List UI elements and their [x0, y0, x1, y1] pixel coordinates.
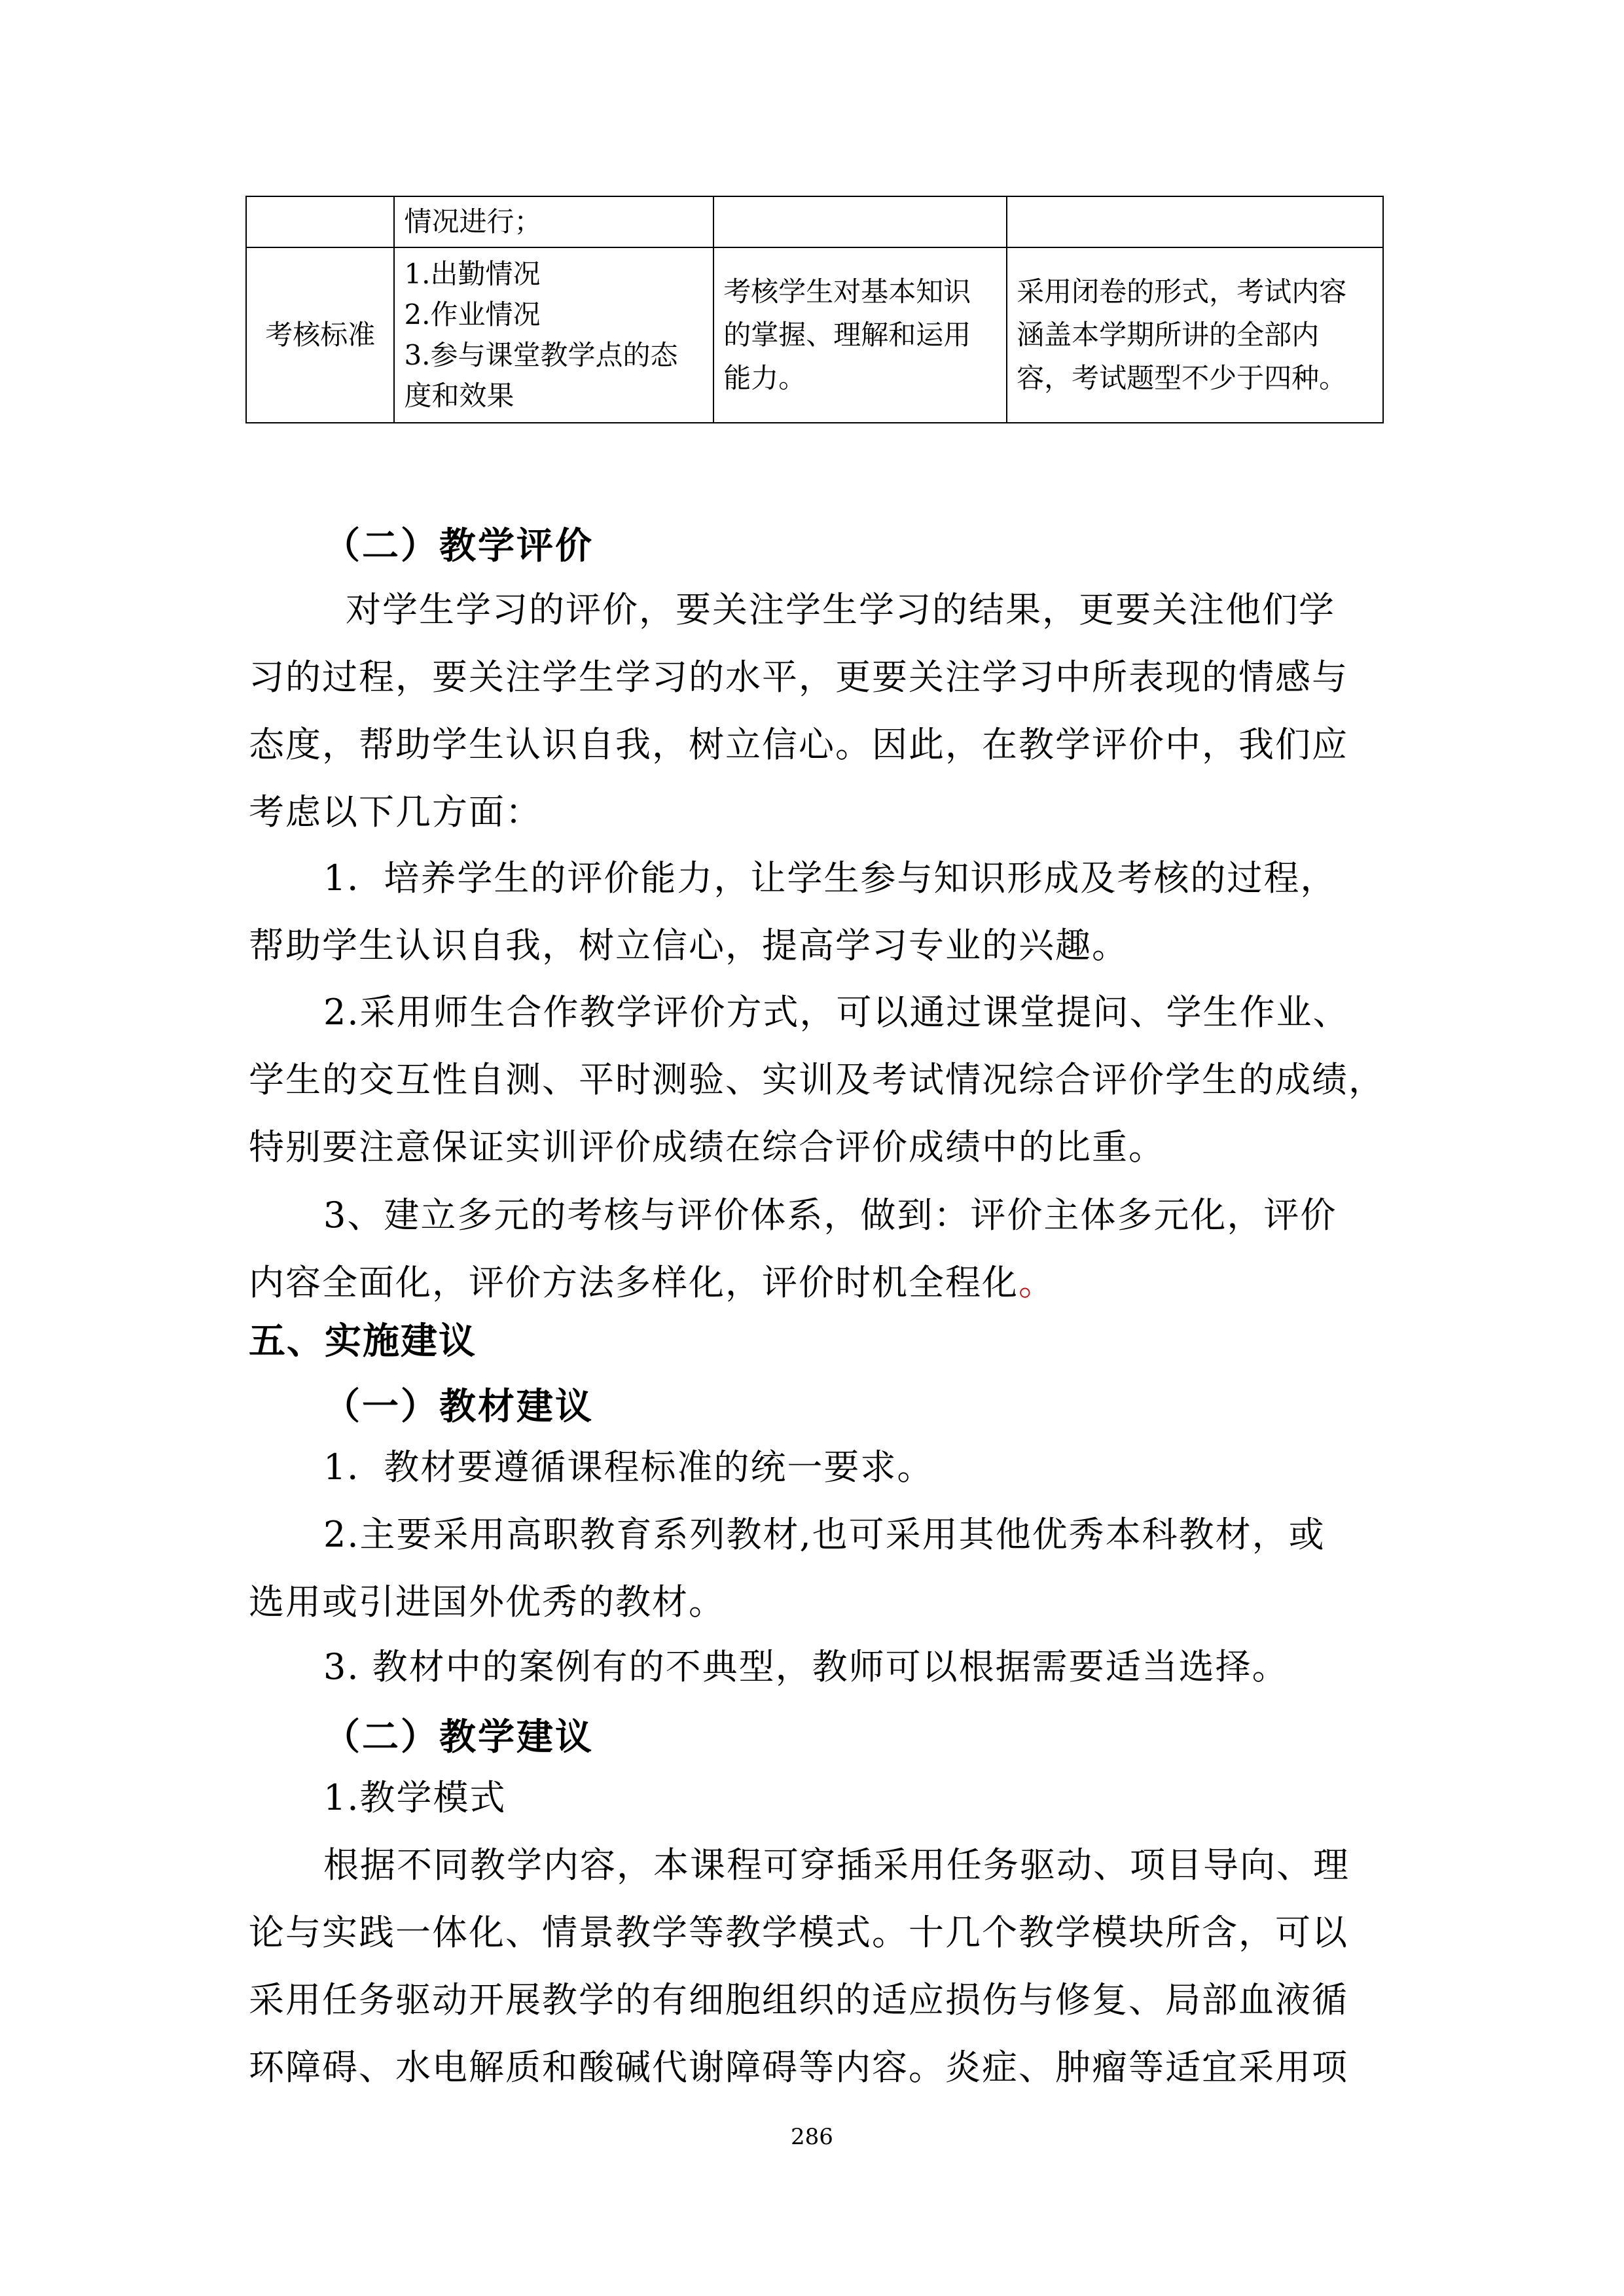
page-number: 286: [791, 2124, 833, 2150]
paragraph-textbook-item-1: [249, 1433, 1388, 1501]
table-cell-assessment-standard: 考核标准: [246, 247, 394, 423]
cell-line: 采用闭卷的形式，考试内容: [1017, 276, 1347, 308]
text-line: 考虑以下几方面：: [249, 791, 542, 833]
section-heading-textbook-advice: （一）教材建议: [323, 1386, 594, 1428]
text-line: 2.采用师生合作教学评价方式，可以通过课堂提问、学生作业、: [323, 992, 1350, 1033]
text-line: 论与实践一体化、情景教学等教学模式。十几个教学模块所含，可以: [249, 1912, 1348, 1953]
cell-line: 3.参与课堂教学点的态: [404, 339, 678, 371]
cell-line: 的掌握、理解和运用: [723, 319, 971, 351]
table-cell: [246, 196, 394, 247]
cell-line: 容，考试题型不少于四种。: [1017, 362, 1347, 394]
paragraph-evaluation-intro: [249, 576, 1388, 846]
red-period: 。: [1019, 1262, 1055, 1303]
table-cell: 情况进行；: [394, 196, 713, 247]
text-line: 1.教学模式: [323, 1777, 507, 1818]
cell-line: 1.出勤情况: [404, 258, 541, 290]
text-line: 环障碍、水电解质和酸碱代谢障碍等内容。炎症、肿瘤等适宜采用项: [249, 2047, 1348, 2088]
text-line: 选用或引进国外优秀的教材。: [249, 1581, 725, 1623]
text-line: 根据不同教学内容，本课程可穿插采用任务驱动、项目导向、理: [323, 1844, 1350, 1886]
text-segment: 内容全面化，评价方法多样化，评价时机全程化: [249, 1262, 1019, 1303]
table-cell: [713, 196, 1007, 247]
text-line: 帮助学生认识自我，树立信心，提高学习专业的兴趣。: [249, 925, 1128, 966]
cell-line: 2.作业情况: [404, 298, 541, 331]
table-row: [246, 247, 1383, 423]
table-row: [246, 196, 1383, 247]
cell-line: 能力。: [723, 362, 806, 394]
table-cell: [1007, 196, 1383, 247]
paragraph-evaluation-item-1: [249, 844, 1388, 979]
section-heading-teaching-advice: （二）教学建议: [323, 1716, 594, 1759]
section-heading-implementation: 五、实施建议: [249, 1320, 477, 1363]
text-line: 学生的交互性自测、平时测验、实训及考试情况综合评价学生的成绩，: [249, 1059, 1385, 1100]
paragraph-evaluation-item-3: [249, 1181, 1388, 1316]
text-line: 3. 教材中的案例有的不典型，教师可以根据需要适当选择。: [323, 1646, 1289, 1687]
assessment-table: [245, 196, 1384, 423]
text-line: 采用任务驱动开展教学的有细胞组织的适应损伤与修复、局部血液循: [249, 1979, 1348, 2020]
paragraph-teaching-mode-body: [249, 1831, 1388, 2101]
text-line: 3、建立多元的考核与评价体系，做到：评价主体多元化，评价: [323, 1194, 1337, 1236]
text-line: 习的过程，要关注学生学习的水平，更要关注学习中所表现的情感与: [249, 656, 1348, 698]
text-line: 1．培养学生的评价能力，让学生参与知识形成及考核的过程，: [323, 857, 1337, 899]
paragraph-textbook-item-2: [249, 1501, 1388, 1636]
table-cell: [394, 247, 713, 423]
cell-line: 度和效果: [404, 380, 514, 412]
text-line: 2.主要采用高职教育系列教材,也可采用其他优秀本科教材，或: [323, 1514, 1326, 1555]
text-line: 1．教材要遵循课程标准的统一要求。: [323, 1446, 934, 1488]
paragraph-evaluation-item-2: [249, 978, 1388, 1181]
text-line: 对学生学习的评价，要关注学生学习的结果，更要关注他们学: [346, 589, 1335, 630]
table-cell: [713, 247, 1007, 423]
cell-line: 考核学生对基本知识: [723, 276, 971, 308]
section-heading-teaching-evaluation: （二）教学评价: [323, 525, 594, 567]
text-line: 特别要注意保证实训评价成绩在综合评价成绩中的比重。: [249, 1126, 1165, 1168]
table-cell: [1007, 247, 1383, 423]
paragraph-teaching-mode-title: [249, 1764, 1388, 1831]
text-line: [249, 1249, 1388, 1316]
text-line: 态度，帮助学生认识自我，树立信心。因此，在教学评价中，我们应: [249, 724, 1348, 765]
cell-line: 涵盖本学期所讲的全部内: [1017, 319, 1320, 351]
paragraph-textbook-item-3: [249, 1633, 1388, 1700]
